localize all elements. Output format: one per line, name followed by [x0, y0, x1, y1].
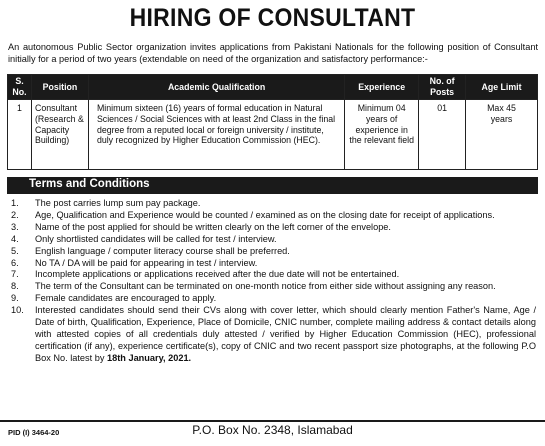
item-number: 2. — [11, 209, 19, 220]
list-item — [8, 234, 536, 246]
cell-sno: 1 — [8, 100, 32, 170]
header-position: Position — [31, 75, 88, 100]
list-item — [8, 281, 536, 293]
item-text: English language / computer literacy course shall be preferred. — [35, 245, 290, 256]
item-number: 6. — [11, 257, 19, 268]
page-title: HIRING OF CONSULTANT — [129, 4, 416, 32]
cell-posts: 01 — [419, 100, 466, 170]
item-text: Interested candidates should send their CVs along with cover letter, which should clearly mention Father's Name, Age / Date of birth, Qualification, Experience, Place of Domicile, CNIC number, complete mailing address & contact details along with attested copies of all credentials duly attested / verified by Higher Education Commission (HEC), professional certification (if any), experience certificate(s), copy of CNIC and two recent passport size photographs, at the following P.O Box No. latest by — [35, 305, 536, 363]
list-item — [8, 293, 536, 305]
item-number: 7. — [11, 269, 19, 280]
header-sno: S. No. — [8, 75, 32, 100]
list-item — [8, 305, 536, 365]
list-item — [8, 210, 536, 222]
item-number: 3. — [11, 221, 19, 232]
header-posts: No. of Posts — [419, 75, 466, 100]
cell-qualification: Minimum sixteen (16) years of formal education in Natural Sciences / Social Sciences with at least 2nd Class in the final degree from a reputed local or foreign university / institute, duly recognized by Higher Education Commission (HEC). — [88, 100, 344, 170]
item-text: Age, Qualification and Experience would be counted / examined as on the closing date for receipt of applications. — [35, 209, 495, 220]
list-item — [8, 246, 536, 258]
mailing-address: P.O. Box No. 2348, Islamabad — [192, 423, 353, 437]
header-experience: Experience — [345, 75, 419, 100]
list-item — [8, 198, 536, 210]
item-text: Female candidates are encouraged to apply. — [35, 293, 217, 304]
positions-table — [7, 74, 538, 170]
deadline-date: 18th January, 2021. — [107, 352, 192, 363]
list-item — [8, 269, 536, 281]
list-item — [8, 222, 536, 234]
list-item — [8, 258, 536, 270]
item-number: 4. — [11, 233, 19, 244]
item-text: Name of the post applied for should be written clearly on the left corner of the envelope. — [35, 221, 391, 232]
pid-number: PID (I) 3464-20 — [8, 428, 60, 437]
item-number: 5. — [11, 245, 19, 256]
item-number: 1. — [11, 198, 19, 208]
cell-position: Consultant (Research & Capacity Building) — [31, 100, 88, 170]
table-header-row — [8, 75, 538, 100]
item-text: The term of the Consultant can be terminated on one-month notice from either side without assigning any reason. — [35, 281, 496, 292]
cell-experience: Minimum 04 years of experience in the relevant field — [345, 100, 419, 170]
item-text: Only shortlisted candidates will be called for test / interview. — [35, 233, 277, 244]
item-text: Incomplete applications or applications received after the due date will not be entertained. — [35, 269, 400, 280]
intro-paragraph: An autonomous Public Sector organization invites applications from Pakistani Nationals for the following position of Consultant initially for a period of two years (extendable on need of the organization and satisfactory performance:- — [8, 42, 538, 64]
terms-list — [8, 198, 536, 365]
item-number: 10. — [11, 305, 24, 316]
item-number: 9. — [11, 293, 19, 304]
cell-age — [466, 100, 538, 170]
item-text: The post carries lump sum pay package. — [35, 198, 201, 208]
header-qualification: Academic Qualification — [88, 75, 344, 100]
terms-heading: Terms and Conditions — [29, 178, 150, 190]
header-age: Age Limit — [466, 75, 538, 100]
age-text: Max 45 years — [487, 103, 516, 124]
table-row — [8, 100, 538, 170]
item-number: 8. — [11, 281, 19, 292]
item-text: No TA / DA will be paid for appearing in test / interview. — [35, 257, 258, 268]
